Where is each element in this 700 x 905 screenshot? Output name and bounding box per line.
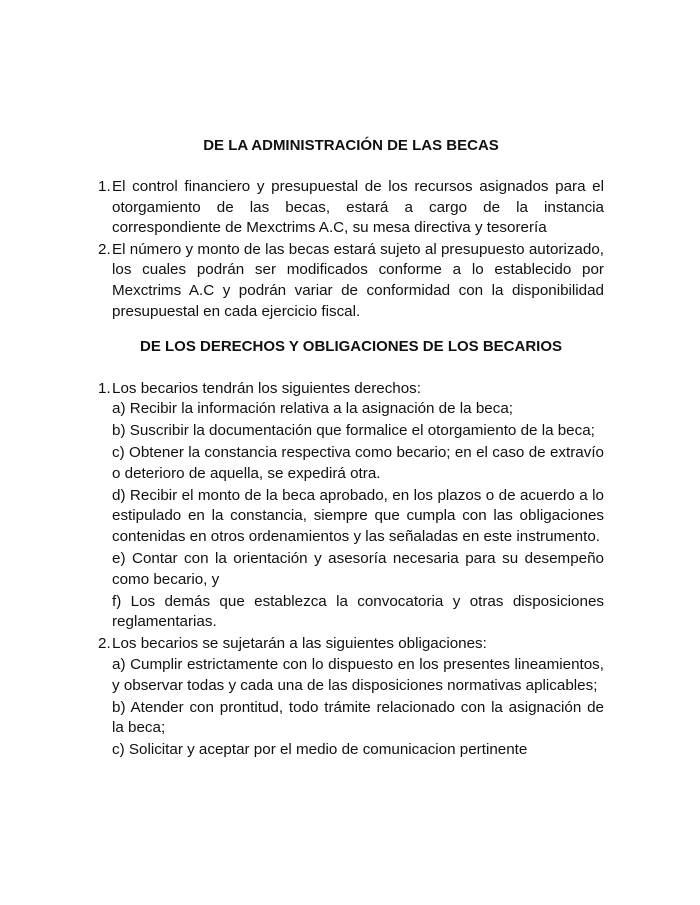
list-item-number: 2. — [98, 240, 111, 258]
list-item — [98, 177, 604, 239]
list-item-number: 1. — [98, 177, 111, 195]
sub-item: d) Recibir el monto de la beca aprobado, en los plazos o de acuerdo a lo estipulado en la constancia, siempre que cumpla con las obligaciones contenidas en otros ordenamientos y las señaladas en este instrumento. — [112, 486, 604, 546]
list-item-text: El control financiero y presupuestal de los recursos asignados para el otorgamiento de las becas, estará a cargo de la instancia correspondiente de Mexctrims A.C, su mesa directiva y tesorería — [112, 177, 604, 237]
derechos-obligaciones-list — [98, 379, 604, 761]
sub-item: e) Contar con la orientación y asesoría necesaria para su desempeño como becario, y — [112, 550, 604, 588]
sub-item: c) Obtener la constancia respectiva como becario; en el caso de extravío o deterioro de aquella, se expedirá otra. — [112, 444, 604, 482]
section-heading-derechos-obligaciones: DE LOS DERECHOS Y OBLIGACIONES DE LOS BECARIOS — [139, 337, 562, 355]
sub-item: b) Atender con prontitud, todo trámite relacionado con la asignación de la beca; — [112, 698, 604, 737]
list-item-text: Los becarios tendrán los siguientes derechos: — [112, 379, 422, 397]
list-item-text: Los becarios se sujetarán a las siguientes obligaciones: — [112, 635, 487, 653]
list-item — [98, 634, 604, 761]
list-item — [98, 240, 604, 323]
list-item — [98, 379, 604, 634]
sub-item: f) Los demás que establezca la convocatoria y otras disposiciones reglamentarias. — [112, 592, 604, 631]
sub-item: a) Recibir la información relativa a la asignación de la beca; — [112, 400, 513, 418]
sub-item: a) Cumplir estrictamente con lo dispuesto en los presentes lineamientos, y observar todas y cada una de las disposiciones normativas aplicables; — [112, 656, 604, 694]
document-page — [98, 136, 604, 762]
section-heading-administracion: DE LA ADMINISTRACIÓN DE LAS BECAS — [203, 137, 499, 154]
sub-item: b) Suscribir la documentación que formalice el otorgamiento de la beca; — [112, 422, 595, 440]
list-item-text: El número y monto de las becas estará sujeto al presupuesto autorizado, los cuales podrán ser modificados conforme a lo establecido por Mexctrims A.C y podrán variar de conformidad con la disponibilidad presupuestal en cada ejercicio fiscal. — [112, 240, 604, 321]
list-item-number: 2. — [98, 635, 111, 653]
sub-item: c) Solicitar y aceptar por el medio de comunicacion pertinente — [112, 741, 528, 759]
list-item-number: 1. — [98, 379, 111, 397]
administracion-list — [98, 177, 604, 323]
